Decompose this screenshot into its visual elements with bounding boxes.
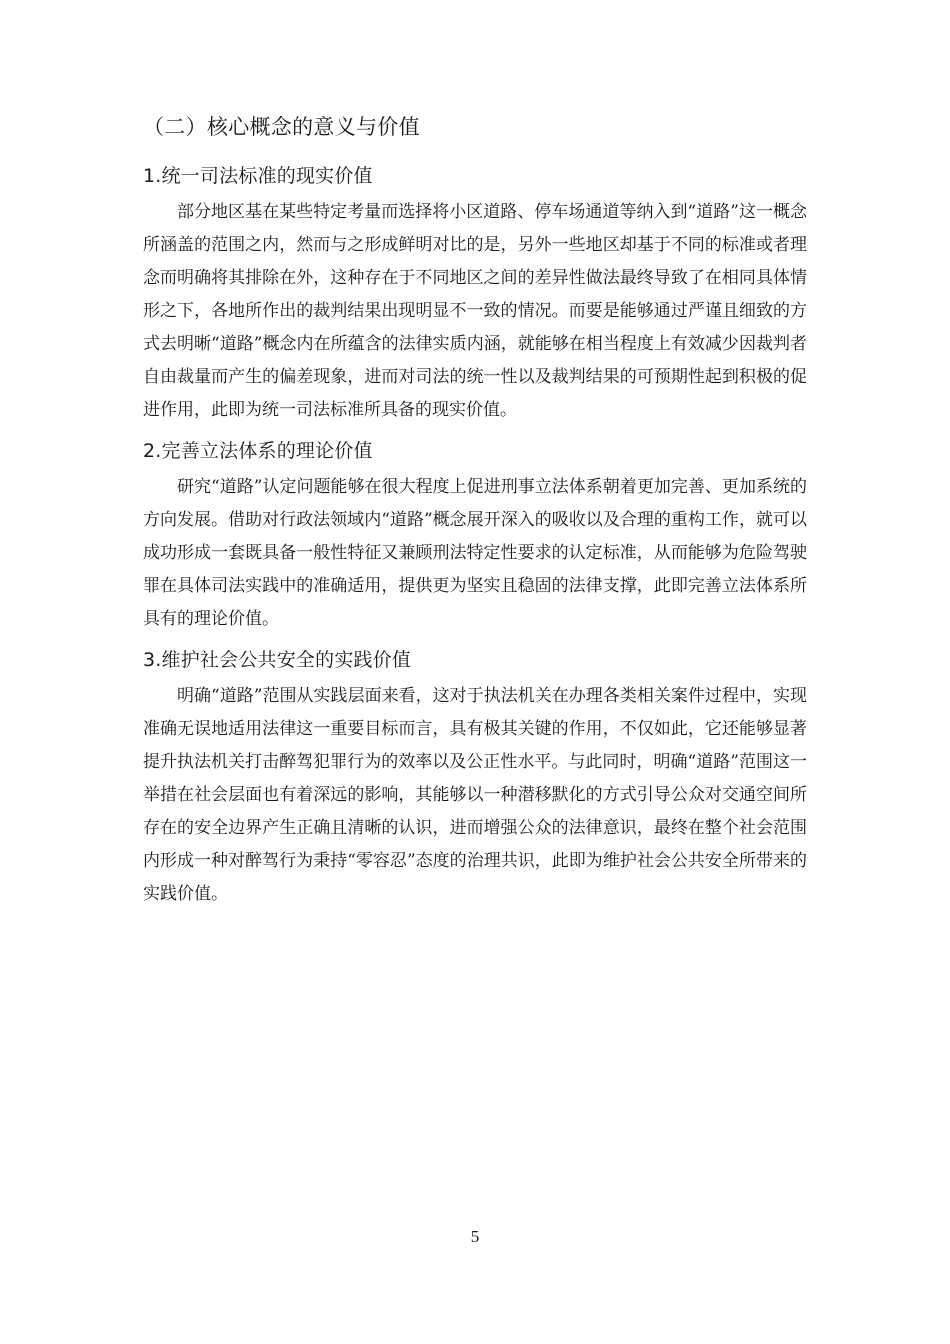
page-number: 5 — [470, 1227, 480, 1246]
subsection-title-1: 1.统一司法标准的现实价值 — [143, 165, 373, 187]
page-content — [143, 112, 807, 921]
subsection-title-2: 2.完善立法体系的理论价值 — [143, 440, 373, 462]
section-title: （二）核心概念的意义与价值 — [143, 115, 420, 139]
subsection-paragraph-1: 部分地区基在某些特定考量而选择将小区道路、停车场通道等纳入到“道路”这一概念所涵盖的范围之内，然而与之形成鲜明对比的是，另外一些地区却基于不同的标准或者理念而明确将其排除在外，这种存在于不同地区之间的差异性做法最终导致了在相同具体情形之下，各地所作出的裁判结果出现明显不一致的情况。而要是能够通过严谨且细致的方式去明晰“道路”概念内在所蕴含的法律实质内涵，就能够在相当程度上有效减少因裁判者自由裁量而产生的偏差现象，进而对司法的统一性以及裁判结果的可预期性起到积极的促进作用，此即为统一司法标准所具备的现实价值。 — [143, 202, 807, 420]
subsection-paragraph-3: 明确“道路”范围从实践层面来看，这对于执法机关在办理各类相关案件过程中，实现准确无误地适用法律这一重要目标而言，具有极其关键的作用，不仅如此，它还能够显著提升执法机关打击醉驾犯罪行为的效率以及公正性水平。与此同时，明确“道路”范围这一举措在社会层面也有着深远的影响，其能够以一种潜移默化的方式引导公众对交通空间所存在的安全边界产生正确且清晰的认识，进而增强公众的法律意识，最终在整个社会范围内形成一种对醉驾行为秉持“零容忍”态度的治理共识，此即为维护社会公共安全所带来的实践价值。 — [143, 686, 807, 904]
subsection-paragraph-2: 研究“道路”认定问题能够在很大程度上促进刑事立法体系朝着更加完善、更加系统的方向发展。借助对行政法领域内“道路”概念展开深入的吸收以及合理的重构工作，就可以成功形成一套既具备一般性特征又兼顾刑法特定性要求的认定标准，从而能够为危险驾驶罪在具体司法实践中的准确适用，提供更为坚实且稳固的法律支撑，此即完善立法体系所具有的理论价值。 — [143, 477, 807, 629]
subsection-title-3: 3.维护社会公共安全的实践价值 — [143, 649, 412, 671]
